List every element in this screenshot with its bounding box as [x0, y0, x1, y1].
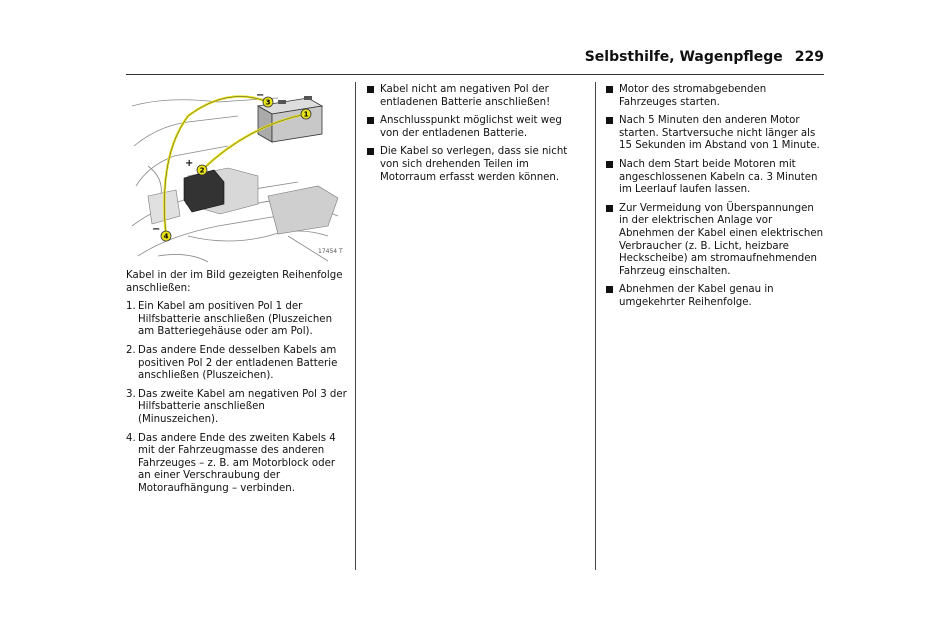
- list-item: Anschlusspunkt möglichst weit weg von der entladenen Batterie.: [367, 115, 583, 140]
- header-rule: [126, 74, 824, 75]
- list-item: Abnehmen der Kabel genau in umgekehrter Reihenfolge.: [606, 284, 824, 309]
- discharged-battery: [184, 170, 224, 212]
- column-divider-2: [595, 82, 596, 570]
- minus-sign-battery: −: [256, 90, 265, 101]
- column-instructions: [126, 270, 348, 502]
- steps-list: [126, 301, 348, 495]
- intro-text: Kabel in der im Bild gezeigten Reihenfolge anschließen:: [126, 270, 343, 294]
- list-item: 1. Ein Kabel am positiven Pol 1 der Hilfsbatterie anschließen (Pluszeichen am Batteriegehäuse oder am Pol).: [126, 301, 333, 338]
- list-item: Kabel nicht am negativen Pol der entladenen Batterie anschließen!: [367, 84, 583, 109]
- list-item: Die Kabel so verlegen, dass sie nicht von sich drehenden Teilen im Motorraum erfasst werden können.: [367, 146, 583, 184]
- page-number: 229: [794, 49, 824, 65]
- list-item: Zur Vermeidung von Überspannungen in der elektrischen Anlage vor Abnehmen der Kabel einen elektrischen Verbraucher (z. B. Licht, heizbare Heckscheibe) am stromaufnehmenden Fahrzeug einschalten.: [606, 203, 824, 279]
- bullet-square-icon: [606, 205, 613, 212]
- list-item: Nach 5 Minuten den anderen Motor starten. Startversuche nicht länger als 15 Sekunden im Abstand von 1 Minute.: [606, 115, 824, 153]
- figure-code: 17454 T: [318, 248, 343, 255]
- section-title: Selbsthilfe, Wagenpflege: [584, 49, 783, 65]
- bullet-square-icon: [367, 148, 374, 155]
- list-item: 3. Das zweite Kabel am negativen Pol 3 der Hilfsbatterie anschließen (Minuszeichen).: [126, 388, 347, 425]
- plus-sign: +: [185, 158, 194, 169]
- list-item: 2. Das andere Ende desselben Kabels am positiven Pol 2 der entladenen Batterie anschließen (Pluszeichen).: [126, 344, 338, 382]
- list-item: Motor des stromabgebenden Fahrzeuges starten.: [606, 84, 824, 109]
- list-item: 4. Das andere Ende des zweiten Kabels 4 mit der Fahrzeugmasse des anderen Fahrzeuges – z. B. am Motorblock oder an einer Verschraubung der Motoraufhängung – verbinden.: [126, 432, 336, 494]
- list-item: Nach dem Start beide Motoren mit angeschlossenen Kabeln ca. 3 Minuten im Leerlauf laufen lassen.: [606, 159, 824, 197]
- marker-3: 3: [265, 98, 271, 107]
- bullet-square-icon: [606, 117, 613, 124]
- minus-sign-ground: −: [152, 224, 161, 235]
- bullet-square-icon: [606, 161, 613, 168]
- column-divider-1: [355, 82, 356, 570]
- marker-1: 1: [303, 110, 309, 119]
- jump-start-illustration: [128, 86, 354, 264]
- marker-2: 2: [199, 166, 205, 175]
- column-procedure: [606, 84, 824, 316]
- page-header: [126, 44, 824, 70]
- bullet-square-icon: [606, 286, 613, 293]
- marker-4: 4: [163, 232, 169, 241]
- bullet-square-icon: [606, 86, 613, 93]
- column-warnings: [367, 84, 583, 190]
- bullet-square-icon: [367, 86, 374, 93]
- bullet-square-icon: [367, 117, 374, 124]
